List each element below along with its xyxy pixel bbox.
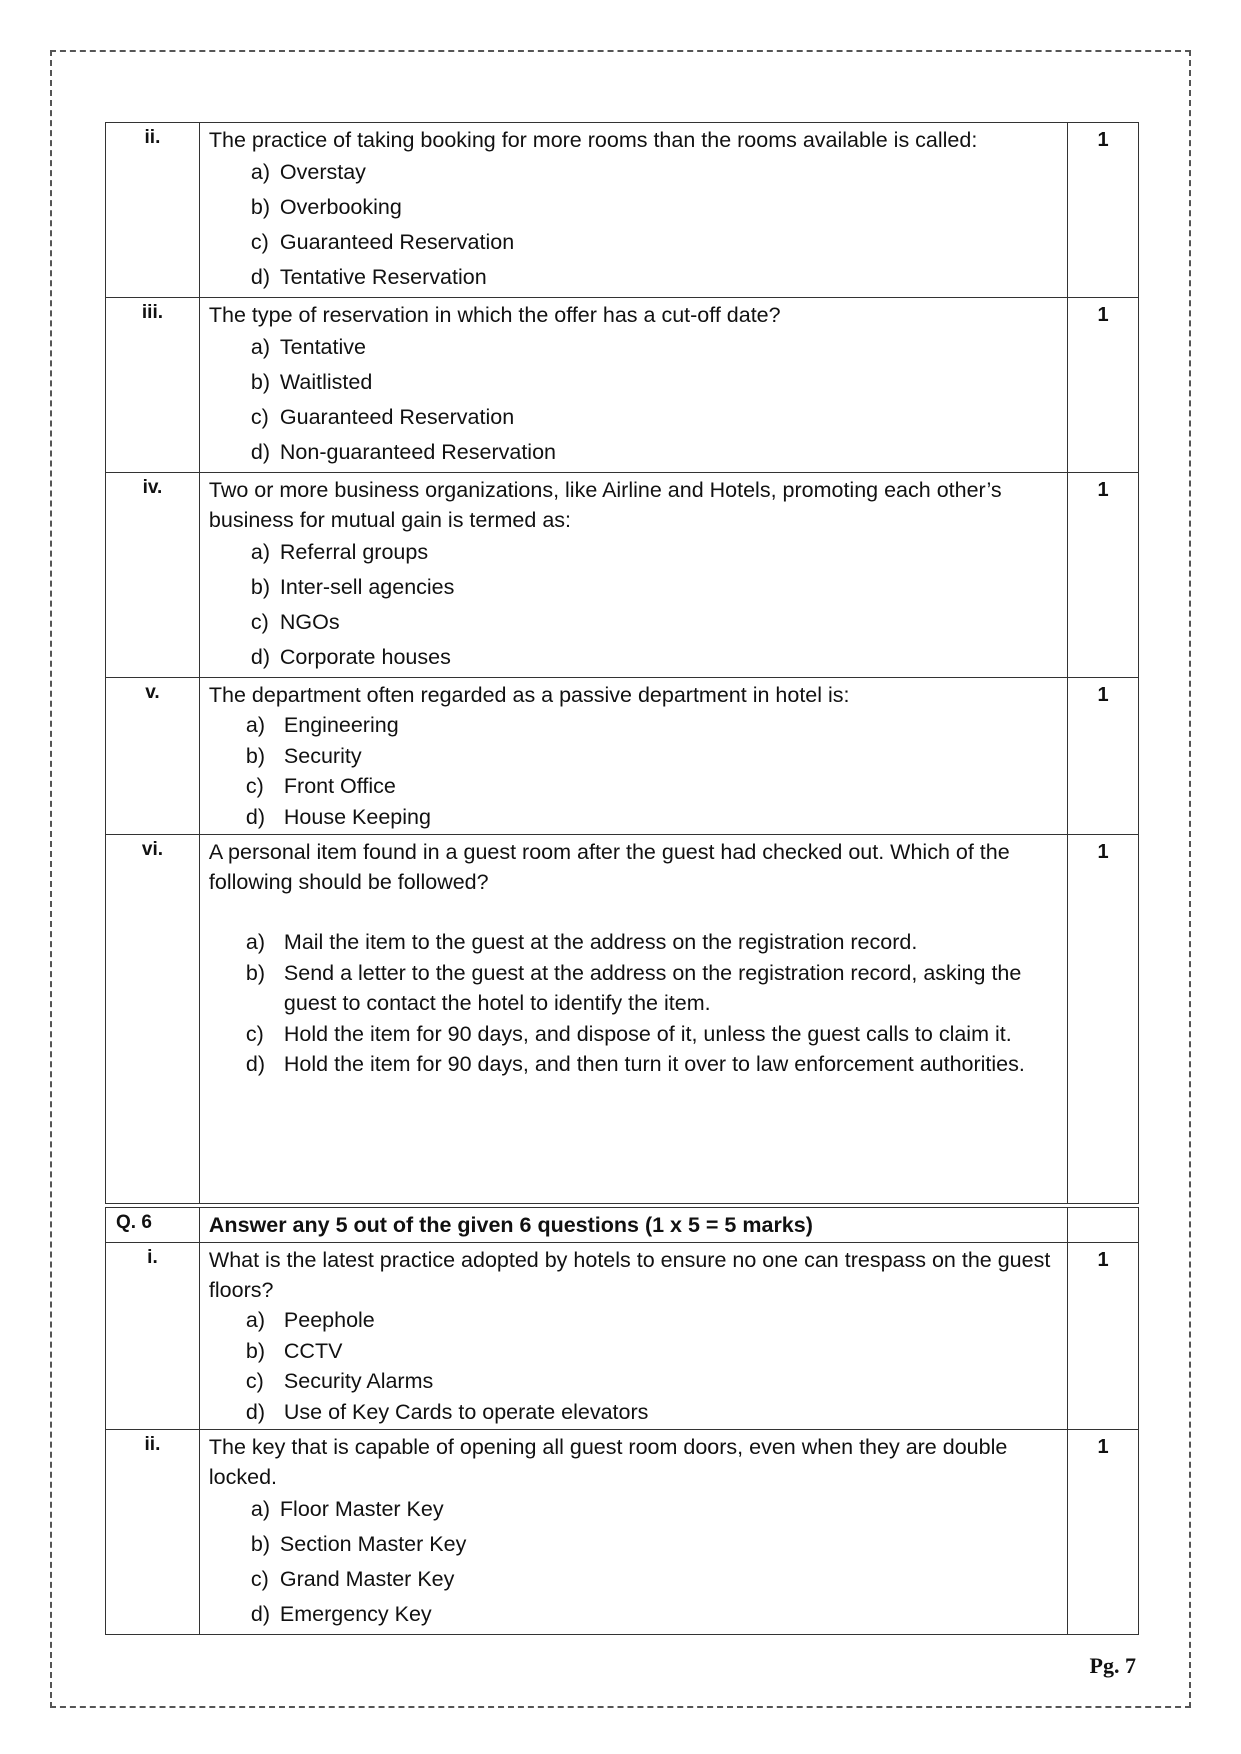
option-letter: a) xyxy=(250,160,271,184)
option-item xyxy=(246,802,1059,833)
option-letter: c) xyxy=(245,774,264,798)
option-letter: a) xyxy=(250,1497,271,1521)
option-letter: a) xyxy=(250,335,271,359)
marks-value: 1 xyxy=(1068,1243,1139,1430)
option-text: Overstay xyxy=(279,160,366,184)
marks-value: 1 xyxy=(1068,1430,1139,1635)
option-letter: b) xyxy=(250,1532,271,1556)
option-item xyxy=(246,1019,1059,1050)
option-text: Security xyxy=(283,743,362,768)
option-letter: d) xyxy=(245,1052,266,1076)
question-number: iii. xyxy=(106,298,200,473)
option-item xyxy=(251,605,1059,640)
option-item xyxy=(251,260,1059,295)
section-header-row xyxy=(106,1208,1139,1243)
page-number: Pg. 7 xyxy=(1089,1653,1136,1678)
option-text: Floor Master Key xyxy=(279,1497,444,1521)
question-cell xyxy=(199,1430,1067,1635)
question-cell xyxy=(199,835,1067,1204)
option-text: Tentative xyxy=(279,335,366,359)
option-text: Engineering xyxy=(283,713,399,737)
question-row xyxy=(106,1243,1139,1430)
option-text: Hold the item for 90 days, and dispose of it, unless the guest calls to claim it. xyxy=(283,1021,1012,1046)
option-text: Waitlisted xyxy=(279,370,373,394)
options-list xyxy=(209,535,1059,675)
option-item xyxy=(251,330,1059,365)
option-letter: a) xyxy=(250,540,271,564)
question-number: iv. xyxy=(106,473,200,678)
marks-value: 1 xyxy=(1068,123,1139,298)
question-text: A personal item found in a guest room after the guest had checked out. Which of the following should be followed? xyxy=(208,840,1010,894)
option-text: NGOs xyxy=(279,610,340,634)
option-item xyxy=(246,1366,1059,1397)
option-letter: d) xyxy=(250,1602,271,1626)
marks-value: 1 xyxy=(1068,835,1139,1204)
marks-value: 1 xyxy=(1068,473,1139,678)
option-letter: b) xyxy=(250,370,271,394)
marks-header-empty xyxy=(1068,1208,1139,1243)
option-text: Tentative Reservation xyxy=(279,265,487,289)
option-text: Security Alarms xyxy=(283,1369,434,1393)
option-letter: c) xyxy=(250,230,269,254)
question-row xyxy=(106,835,1139,1204)
question-text: The department often regarded as a passive department in hotel is: xyxy=(208,683,850,707)
options-list xyxy=(209,1492,1059,1632)
options-list xyxy=(209,710,1059,832)
question-row xyxy=(106,1430,1139,1635)
option-letter: a) xyxy=(245,930,266,954)
option-letter: d) xyxy=(245,1399,266,1424)
marks-value: 1 xyxy=(1068,298,1139,473)
option-text: Hold the item for 90 days, and then turn it over to law enforcement authorities. xyxy=(283,1052,1025,1076)
option-letter: c) xyxy=(250,610,269,634)
option-item xyxy=(246,1305,1059,1336)
option-text: Peephole xyxy=(283,1308,375,1332)
option-letter: d) xyxy=(250,440,271,464)
question-number: v. xyxy=(106,678,200,835)
question-row xyxy=(106,298,1139,473)
option-text: Guaranteed Reservation xyxy=(279,405,515,429)
option-letter: c) xyxy=(250,1567,269,1591)
option-letter: c) xyxy=(245,1021,264,1046)
option-item xyxy=(251,190,1059,225)
question-cell xyxy=(199,123,1067,298)
option-text: Non-guaranteed Reservation xyxy=(279,440,556,464)
option-letter: b) xyxy=(245,1338,266,1363)
options-list xyxy=(209,927,1059,1080)
option-text: Corporate houses xyxy=(279,645,451,669)
option-item xyxy=(251,1527,1059,1562)
question-row xyxy=(106,678,1139,835)
question-row xyxy=(106,123,1139,298)
option-letter: b) xyxy=(250,195,271,219)
option-letter: a) xyxy=(245,1308,266,1332)
options-list xyxy=(209,155,1059,295)
option-item xyxy=(251,155,1059,190)
marks-value: 1 xyxy=(1068,678,1139,835)
option-text: Mail the item to the guest at the address on the registration record. xyxy=(283,930,918,954)
option-item xyxy=(251,365,1059,400)
option-item xyxy=(251,535,1059,570)
question-table-q6 xyxy=(105,1207,1139,1635)
option-item xyxy=(246,1336,1059,1367)
question-number: i. xyxy=(106,1243,200,1430)
question-number: ii. xyxy=(106,1430,200,1635)
question-cell xyxy=(199,298,1067,473)
question-number: vi. xyxy=(106,835,200,1204)
option-item xyxy=(246,1397,1059,1428)
question-text: What is the latest practice adopted by hotels to ensure no one can trespass on the guest floors? xyxy=(208,1248,1051,1302)
options-list xyxy=(209,1305,1059,1427)
question-text: The type of reservation in which the offer has a cut-off date? xyxy=(208,303,781,327)
option-item xyxy=(251,435,1059,470)
option-item xyxy=(246,958,1059,1019)
option-item xyxy=(251,400,1059,435)
option-letter: b) xyxy=(245,743,266,768)
option-text: Emergency Key xyxy=(279,1602,432,1626)
option-text: Overbooking xyxy=(279,195,402,219)
option-text: Grand Master Key xyxy=(279,1567,455,1591)
option-letter: d) xyxy=(250,265,271,289)
option-item xyxy=(246,741,1059,772)
option-text: Send a letter to the guest at the address on the registration record, asking the guest to contact the hotel to identify the item. xyxy=(283,960,1022,1015)
option-item xyxy=(251,1492,1059,1527)
option-letter: c) xyxy=(245,1369,264,1393)
option-item xyxy=(251,1562,1059,1597)
question-table-q5 xyxy=(105,122,1139,1204)
section-number: Q. 6 xyxy=(106,1208,200,1243)
question-cell xyxy=(199,678,1067,835)
question-row xyxy=(106,473,1139,678)
option-letter: b) xyxy=(245,960,266,985)
question-text: Two or more business organizations, like Airline and Hotels, promoting each other’s business for mutual gain is termed as: xyxy=(208,478,1002,532)
option-letter: c) xyxy=(250,405,269,429)
question-text: The practice of taking booking for more rooms than the rooms available is called: xyxy=(208,128,978,152)
option-letter: d) xyxy=(245,804,266,829)
option-text: House Keeping xyxy=(283,804,431,829)
option-item xyxy=(251,1597,1059,1632)
option-item xyxy=(246,771,1059,802)
option-text: Front Office xyxy=(283,774,396,798)
option-text: Use of Key Cards to operate elevators xyxy=(283,1399,649,1424)
option-letter: b) xyxy=(250,575,271,599)
option-item xyxy=(251,570,1059,605)
option-item xyxy=(246,927,1059,958)
question-text: The key that is capable of opening all guest room doors, even when they are double locked. xyxy=(208,1435,1008,1489)
option-letter: a) xyxy=(245,713,266,737)
option-letter: d) xyxy=(250,645,271,669)
question-cell xyxy=(199,1243,1067,1430)
option-item xyxy=(251,225,1059,260)
option-text: Guaranteed Reservation xyxy=(279,230,515,254)
section-heading: Answer any 5 out of the given 6 questions (1 x 5 = 5 marks) xyxy=(199,1208,1067,1243)
option-text: Section Master Key xyxy=(279,1532,467,1556)
option-item xyxy=(246,710,1059,741)
option-text: Referral groups xyxy=(279,540,429,564)
option-text: Inter-sell agencies xyxy=(279,575,455,599)
question-number: ii. xyxy=(106,123,200,298)
options-list xyxy=(209,330,1059,470)
option-item xyxy=(246,1049,1059,1080)
question-cell xyxy=(199,473,1067,678)
option-item xyxy=(251,640,1059,675)
option-text: CCTV xyxy=(283,1338,343,1363)
